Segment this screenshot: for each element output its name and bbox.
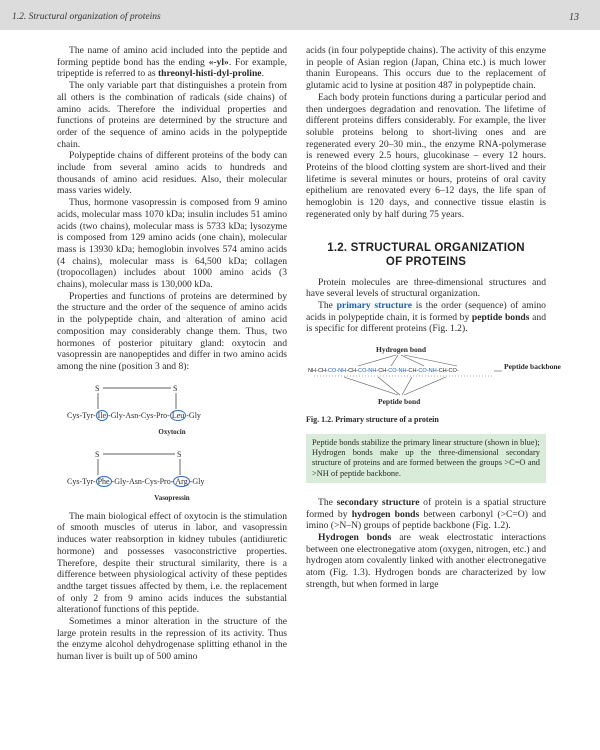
paragraph: Hydrogen bonds are weak electrostatic interactions between one electronegative atom (oxygen, nitrogen, etc.) and hydrogen atom covalently linked with another electronegative atom (Fig. 1.3). Hydrogen bonds are characterized by low strength, but when formed in large	[306, 532, 546, 590]
paragraph: The secondary structure of protein is a spatial structure formed by hydrogen bonds between carbonyl (>C=O) and imino (>N–N) groups of peptide backbone (Fig. 1.2).	[306, 496, 546, 532]
primary-structure-term: primary structure	[336, 299, 413, 311]
structure-caption: Vasopressin	[154, 493, 190, 502]
substituted-residue: Phe	[97, 476, 110, 486]
paragraph: The name of amino acid included into the peptide and forming peptide bond has the ending «-yl». For example, tripeptide is referred to as threonyl-histi-dyl-proline.	[57, 45, 287, 80]
figure-note	[306, 434, 546, 483]
sulfur-label: S	[95, 383, 100, 393]
secondary-structure-term: secondary structure	[336, 496, 420, 508]
amino-acid-sequence: Cys-Tyr- Phe -Gly-Asn-Cys-Pro- Arg -Gly	[67, 476, 205, 486]
peptide-name: threonyl-histi-dyl-proline	[157, 68, 262, 80]
section-heading: 1.2. STRUCTURAL ORGANIZATION OF PROTEINS	[327, 241, 525, 268]
structure-caption: Oxytocin	[158, 427, 186, 436]
peptide-chain-diagram	[306, 343, 561, 408]
sulfur-label: S	[173, 383, 178, 393]
right-column	[306, 45, 561, 591]
vasopressin-structure	[57, 445, 287, 505]
note-text: Hydrogen bonds make up the three-dimensional secondary structure of proteins and are formed between the groups >C=O and >NH of peptide backbone.	[312, 448, 540, 478]
paragraph: Each body protein functions during a particular period and then undergoes degradation and renovation. The lifetime of different proteins differs considerably. For example, the liver soluble proteins belong to short-living ones and are regenerated every 20–30 min., the enzyme RNA-polymerase is renewed every 2.5 hours, glucokinase – every 12 hours. Proteins of the blood clotting system are short-lived and their lifetime is several minutes or hours, proteins of oral cavity epithelium are renovated every 6–12 days, the life span of hemoglobin is 120 days, and connective tissue elastin is regenerated only by half during 75 years.	[306, 91, 546, 220]
oxytocin-structure	[57, 379, 287, 439]
substituted-residue: Ile	[97, 410, 107, 420]
hydrogen-bond-label: Hydrogen bond	[376, 345, 427, 355]
paragraph: Polypeptide chains of different proteins of the body can include from several amino acids to hundreds and thousands of amino acid residues. Also, their molecular mass varies widely.	[57, 150, 287, 197]
paragraph: Properties and functions of proteins are determined by the structure and the order of the sequence of amino acids in the polypeptide chain, and alteration of amino acid composition may considerably change them. Thus, two hormones of posterior pituitary gland: oxytocin and vasopressin are nanopeptides and differ in two amino acids among the nine (position 3 and 8):	[57, 290, 287, 372]
running-title: 1.2. Structural organization of proteins	[12, 12, 161, 22]
primary-structure-figure	[306, 343, 561, 408]
page-number: 13	[569, 12, 579, 23]
paragraph: acids (in four polypeptide chains). The activity of this enzyme in people of Asian region (Japan, China etc.) is much lower thanin Europeans. This occurs due to the replacement of glutamic acid to lysine at position 487 in polypeptide chain.	[306, 45, 546, 92]
amino-acid-sequence: Cys-Tyr- Ile -Gly-Asn-Cys-Pro- Leu -Gly	[67, 410, 201, 420]
sulfur-label: S	[177, 449, 182, 459]
paragraph: The only variable part that distinguishes a protein from all others is the combination of radicals (side chains) of amino acids. Therefore the individual properties and functions of proteins are determined by the structure and order of the sequence of amino acids in the polypeptide chain.	[57, 80, 287, 150]
paragraph: Thus, hormone vasopressin is composed from 9 amino acids, molecular mass 1070 kDa; insulin includes 51 amino acids (two chains), molecular mass is 5733 kDa; lysozyme is composed from 129 amino acids (one chain), molecular mass is 13930 kDa; hemoglobin involves 574 amino acids (4 chains), molecular mass is 64,500 kDa; collagen (tropocollagen) includes about 1000 amino acids (3 chains), molecular mass is 130,000 kDa.	[57, 197, 287, 291]
figure-caption: Fig. 1.2. Primary structure of a protein	[306, 415, 439, 425]
peptide-backbone-label: Peptide backbone	[504, 362, 561, 372]
peptide-backbone-chain: NH-CH-CO-NH-CH-CO-NH-CH-CO-NH-CH-CO-NH-CH-CO-	[308, 368, 459, 375]
peptide-bond-label: Peptide bond	[378, 397, 421, 407]
sulfur-label: S	[95, 449, 100, 459]
note-text: Peptide bonds stabilize the primary linear structure (shown in blue);	[312, 437, 540, 447]
substituted-residue: Arg	[175, 476, 188, 486]
substituted-residue: Leu	[171, 410, 185, 420]
paragraph: The primary structure is the order (sequence) of amino acids in polypeptide chain, it is formed by peptide bonds and is specific for different proteins (Fig. 1.2).	[306, 299, 546, 335]
paragraph: Sometimes a minor alteration in the structure of the large protein results in the repression of its activity. Thus the enzyme alcohol dehydrogenase splitting ethanol in the human liver is built up of 500 amino	[57, 616, 287, 663]
paragraph: Protein molecules are three-dimensional structures and have several levels of structural organization.	[306, 276, 546, 300]
page-header	[0, 0, 600, 30]
ending-term: «-yl»	[208, 56, 229, 68]
paragraph: The main biological effect of oxytocin is the stimulation of smooth muscles of uterus in labor, and vasopressin induces water reabsorption in kidney tubules (antidiuretic hormone) and possesses vasoconstrictive properties. Therefore, despite their structural similarity, there is a difference between physiological activity of these peptides andthe target tissues affected by them, i.e. the replacement of only 2 from 9 amino acids induces the substantial alterationof functions of this peptide.	[57, 510, 287, 616]
left-column	[57, 45, 287, 663]
